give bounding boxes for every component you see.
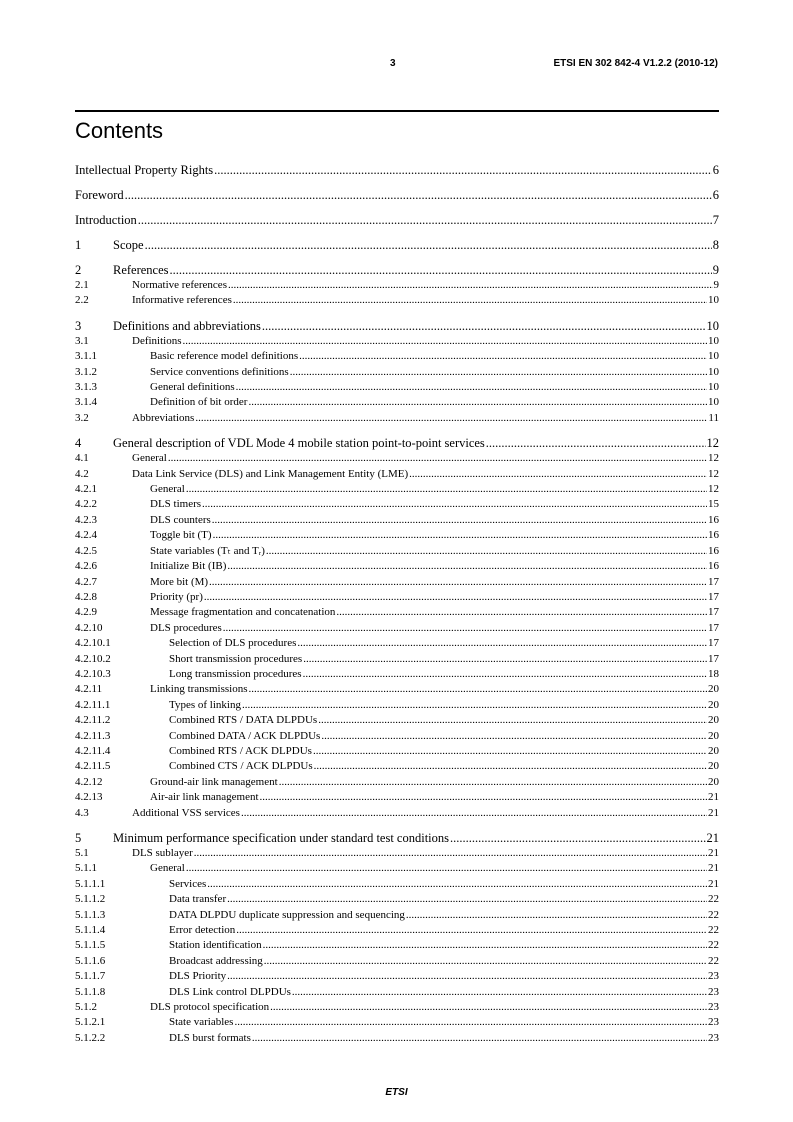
toc-dot-leader: [303, 652, 707, 667]
toc-dot-leader: [409, 467, 707, 482]
toc-entry-label: More bit (M): [150, 575, 209, 588]
toc-entry-number: 4.2.10.2: [75, 652, 111, 665]
toc-entry[interactable]: [75, 187, 719, 203]
toc-entry-number: 4.2.10: [75, 621, 103, 634]
toc-entry-page: 17: [708, 652, 719, 665]
toc-entry-label: Informative references: [132, 294, 232, 307]
toc-entry[interactable]: [75, 636, 719, 651]
toc-dot-leader: [248, 395, 707, 410]
toc-entry-label: Combined RTS / DATA DLPDUs: [169, 714, 318, 727]
toc-entry[interactable]: [75, 861, 719, 876]
toc-entry-label: Air-air link management: [150, 791, 259, 804]
toc-entry-page: 10: [706, 318, 719, 333]
toc-dot-leader: [202, 497, 707, 512]
toc-entry[interactable]: [75, 892, 719, 907]
toc-entry[interactable]: [75, 846, 719, 861]
toc-entry-number: 4.2.1: [75, 483, 97, 496]
header-rule: [75, 110, 719, 112]
toc-entry-page: 16: [708, 560, 719, 573]
toc-entry-label: State variables (Tₜ and Tᵣ): [150, 544, 265, 557]
toc-entry-label: DLS timers: [150, 498, 202, 511]
toc-entry[interactable]: [75, 380, 719, 395]
page-number: 3: [390, 58, 396, 69]
toc-entry-label: Minimum performance specification under standard test conditions: [113, 831, 450, 845]
toc-entry[interactable]: [75, 365, 719, 380]
toc-entry-label: Error detection: [169, 924, 236, 937]
toc-entry-label: Broadcast addressing: [169, 954, 263, 967]
toc-entry-number: 4.2.9: [75, 606, 97, 619]
toc-dot-leader: [263, 938, 707, 953]
toc-dot-leader: [209, 575, 707, 590]
toc-entry-page: 8: [712, 238, 719, 252]
toc-entry-page: 20: [708, 698, 719, 711]
toc-entry-number: 4.2.4: [75, 529, 97, 542]
toc-entry-number: 4.2.11.5: [75, 760, 111, 773]
toc-dot-leader: [227, 559, 707, 574]
toc-entry[interactable]: [75, 985, 719, 1000]
toc-entry-label: General: [150, 483, 185, 496]
toc-entry-label: Priority (pr): [150, 590, 203, 603]
toc-entry-label: General: [132, 452, 167, 465]
toc-entry[interactable]: [75, 830, 719, 846]
toc-entry-label: Linking transmissions: [150, 683, 248, 696]
toc-entry[interactable]: [75, 698, 719, 713]
toc-entry-page: 21: [708, 806, 719, 819]
toc-entry-page: 22: [708, 893, 719, 906]
toc-entry-number: 3.1.4: [75, 396, 97, 409]
toc-dot-leader: [242, 698, 707, 713]
document-id: ETSI EN 302 842-4 V1.2.2 (2010-12): [553, 58, 718, 69]
toc-entry-page: 22: [708, 939, 719, 952]
toc-dot-leader: [270, 1000, 707, 1015]
toc-entry-page: 16: [708, 513, 719, 526]
toc-entry-label: Long transmission procedures: [169, 667, 302, 680]
toc-dot-leader: [266, 544, 707, 559]
toc-entry[interactable]: [75, 278, 719, 293]
toc-entry-label: Additional VSS services: [132, 806, 240, 819]
toc-entry-page: 9: [712, 263, 719, 277]
toc-entry[interactable]: [75, 923, 719, 938]
toc-entry-number: 4.2.11.1: [75, 698, 111, 711]
toc-entry-label: Scope: [113, 238, 144, 252]
toc-entry[interactable]: [75, 435, 719, 451]
toc-entry-number: 4.2.11: [75, 683, 103, 696]
toc-entry-label: Foreword: [75, 188, 124, 202]
toc-entry[interactable]: [75, 790, 719, 805]
toc-dot-leader: [125, 187, 712, 203]
toc-dot-leader: [183, 334, 708, 349]
toc-dot-leader: [236, 923, 707, 938]
toc-entry-page: 22: [708, 924, 719, 937]
toc-entry-label: Combined RTS / ACK DLPDUs: [169, 744, 312, 757]
toc-dot-leader: [170, 262, 712, 278]
toc-dot-leader: [336, 605, 707, 620]
toc-entry-label: Data Link Service (DLS) and Link Management Entity (LME): [132, 467, 409, 480]
toc-entry-page: 23: [708, 1031, 719, 1044]
toc-entry-label: DLS protocol specification: [150, 1001, 270, 1014]
toc-entry-label: General: [150, 862, 185, 875]
toc-dot-leader: [318, 713, 707, 728]
toc-entry-page: 20: [708, 744, 719, 757]
toc-dot-leader: [279, 775, 707, 790]
toc-entry-label: Station identification: [169, 939, 262, 952]
toc-dot-leader: [406, 908, 707, 923]
toc-entry-label: DLS burst formats: [169, 1031, 251, 1044]
toc-entry-label: Definition of bit order: [150, 396, 248, 409]
toc-entry-label: State variables: [169, 1016, 234, 1029]
toc-entry-number: 3.1.1: [75, 350, 97, 363]
toc-entry[interactable]: [75, 652, 719, 667]
toc-entry-number: 4.2.3: [75, 513, 97, 526]
toc-entry-number: 5.1.1.5: [75, 939, 106, 952]
toc-entry-label: Short transmission procedures: [169, 652, 303, 665]
toc-entry-page: 23: [708, 985, 719, 998]
toc-entry-page: 15: [708, 498, 719, 511]
toc-dot-leader: [207, 877, 707, 892]
toc-dot-leader: [262, 318, 706, 334]
toc-entry-label: DLS Priority: [169, 970, 227, 983]
toc-dot-leader: [290, 365, 707, 380]
toc-entry-number: 5.1.1.4: [75, 924, 106, 937]
toc-entry-number: 4.2.8: [75, 590, 97, 603]
toc-entry-page: 21: [706, 831, 719, 845]
toc-dot-leader: [260, 790, 707, 805]
toc-entry-number: 5.1.2: [75, 1001, 97, 1014]
table-of-contents: [75, 162, 719, 1046]
toc-entry-number: 5.1.1.3: [75, 908, 106, 921]
toc-dot-leader: [486, 435, 706, 451]
toc-entry-page: 10: [708, 350, 719, 363]
toc-entry[interactable]: [75, 1031, 719, 1046]
toc-entry[interactable]: [75, 775, 719, 790]
toc-entry-number: 5: [75, 831, 82, 845]
toc-entry[interactable]: [75, 349, 719, 364]
toc-entry-page: 10: [708, 334, 719, 347]
toc-dot-leader: [168, 451, 707, 466]
toc-entry-label: Normative references: [132, 279, 227, 291]
toc-entry-label: Basic reference model definitions: [150, 350, 299, 363]
toc-entry[interactable]: [75, 575, 719, 590]
toc-entry-number: 5.1.2.1: [75, 1016, 106, 1029]
toc-entry-page: 22: [708, 908, 719, 921]
toc-dot-leader: [145, 237, 712, 253]
toc-entry-page: 20: [708, 729, 719, 742]
toc-dot-leader: [314, 759, 707, 774]
toc-dot-leader: [194, 846, 707, 861]
toc-entry-label: Introduction: [75, 213, 137, 227]
toc-dot-leader: [234, 1015, 707, 1030]
toc-entry-label: Combined CTS / ACK DLPDUs: [169, 760, 313, 773]
toc-entry[interactable]: [75, 334, 719, 349]
toc-entry-number: 4.2.11.3: [75, 729, 111, 742]
footer-etsi: ETSI: [385, 1087, 408, 1098]
toc-entry-label: Services: [169, 877, 207, 890]
toc-entry-page: 9: [713, 279, 719, 291]
toc-entry[interactable]: [75, 667, 719, 682]
toc-entry-number: 5.1.1.2: [75, 893, 106, 906]
toc-entry[interactable]: [75, 759, 719, 774]
toc-dot-leader: [138, 212, 712, 228]
toc-entry-label: Ground-air link management: [150, 775, 278, 788]
toc-dot-leader: [195, 411, 707, 426]
toc-entry-number: 4: [75, 436, 82, 451]
toc-entry-number: 4.2.13: [75, 791, 103, 804]
toc-entry[interactable]: [75, 744, 719, 759]
toc-entry-number: 5.1.1.6: [75, 954, 106, 967]
toc-entry-number: 5.1.1.8: [75, 985, 106, 998]
toc-entry-label: Data transfer: [169, 893, 227, 906]
toc-entry-number: 4.2.2: [75, 498, 97, 511]
toc-entry-number: 4.2.10.3: [75, 667, 111, 680]
toc-entry[interactable]: [75, 806, 719, 821]
toc-entry-number: 5.1.1.1: [75, 877, 106, 890]
toc-entry[interactable]: [75, 969, 719, 984]
toc-entry[interactable]: [75, 605, 719, 620]
toc-entry[interactable]: [75, 528, 719, 543]
toc-entry-page: 17: [708, 637, 719, 650]
toc-entry-page: 21: [708, 791, 719, 804]
toc-entry[interactable]: [75, 411, 719, 426]
toc-entry-number: 4.2: [75, 467, 89, 480]
toc-dot-leader: [186, 861, 707, 876]
toc-entry-page: 17: [708, 606, 719, 619]
toc-entry-label: DLS sublayer: [132, 847, 193, 859]
toc-dot-leader: [212, 513, 707, 528]
toc-entry-number: 2.2: [75, 294, 89, 307]
toc-dot-leader: [313, 744, 707, 759]
toc-entry-label: DLS procedures: [150, 621, 222, 634]
toc-dot-leader: [233, 293, 707, 308]
toc-dot-leader: [297, 636, 707, 651]
toc-entry-label: Combined DATA / ACK DLPDUs: [169, 729, 321, 742]
toc-entry-number: 5.1: [75, 847, 89, 859]
toc-dot-leader: [248, 682, 707, 697]
toc-entry[interactable]: [75, 513, 719, 528]
toc-entry-label: General definitions: [150, 381, 235, 394]
toc-entry[interactable]: [75, 467, 719, 482]
toc-entry-label: Toggle bit (T): [150, 529, 212, 542]
toc-entry-number: 4.2.12: [75, 775, 103, 788]
toc-dot-leader: [321, 729, 707, 744]
toc-entry-page: 23: [708, 1001, 719, 1014]
toc-entry[interactable]: [75, 293, 719, 308]
toc-entry[interactable]: [75, 1000, 719, 1015]
toc-entry[interactable]: [75, 318, 719, 334]
toc-entry-page: 20: [708, 760, 719, 773]
toc-entry-number: 5.1.2.2: [75, 1031, 106, 1044]
toc-entry-number: 2: [75, 263, 82, 277]
toc-entry-number: 3.1.2: [75, 365, 97, 378]
toc-entry-label: Intellectual Property Rights: [75, 163, 214, 177]
toc-entry-page: 17: [708, 590, 719, 603]
toc-entry-page: 10: [708, 396, 719, 409]
toc-entry[interactable]: [75, 237, 719, 253]
page-title: Contents: [75, 118, 164, 143]
toc-entry-page: 12: [706, 436, 719, 451]
toc-entry[interactable]: [75, 954, 719, 969]
toc-entry[interactable]: [75, 590, 719, 605]
toc-entry-page: 12: [708, 483, 719, 496]
toc-entry-page: 17: [708, 621, 719, 634]
toc-entry-number: 3.1.3: [75, 381, 97, 394]
toc-entry-page: 12: [708, 452, 719, 465]
toc-entry-page: 21: [708, 877, 719, 890]
toc-entry-page: 6: [712, 163, 719, 177]
toc-entry-label: Initialize Bit (IB): [150, 560, 227, 573]
toc-entry[interactable]: [75, 682, 719, 697]
toc-entry-page: 21: [708, 847, 719, 859]
toc-entry[interactable]: [75, 938, 719, 953]
toc-entry-page: 12: [708, 467, 719, 480]
toc-entry[interactable]: [75, 729, 719, 744]
toc-entry-number: 3.2: [75, 411, 89, 424]
toc-entry-label: Selection of DLS procedures: [169, 637, 297, 650]
toc-entry[interactable]: [75, 877, 719, 892]
toc-entry-number: 5.1.1.7: [75, 970, 106, 983]
toc-entry[interactable]: [75, 162, 719, 178]
toc-entry[interactable]: [75, 395, 719, 410]
toc-entry-page: 16: [708, 544, 719, 557]
toc-entry[interactable]: [75, 621, 719, 636]
toc-dot-leader: [213, 528, 707, 543]
toc-dot-leader: [303, 667, 707, 682]
toc-dot-leader: [299, 349, 707, 364]
toc-entry-label: Service conventions definitions: [150, 365, 289, 378]
toc-entry-page: 22: [708, 954, 719, 967]
toc-entry-page: 7: [712, 213, 719, 227]
toc-entry-label: General description of VDL Mode 4 mobile station point-to-point services: [113, 436, 485, 451]
toc-entry-label: Definitions and abbreviations: [113, 318, 261, 333]
toc-dot-leader: [223, 621, 707, 636]
toc-entry-label: DATA DLPDU duplicate suppression and sequencing: [169, 908, 405, 921]
toc-dot-leader: [264, 954, 707, 969]
toc-entry-number: 1: [75, 238, 82, 252]
toc-entry-number: 4.3: [75, 806, 89, 819]
toc-entry-page: 20: [708, 775, 719, 788]
toc-entry-page: 23: [708, 970, 719, 983]
toc-entry-page: 20: [708, 683, 719, 696]
toc-entry[interactable]: [75, 212, 719, 228]
toc-entry[interactable]: [75, 544, 719, 559]
toc-entry[interactable]: [75, 908, 719, 923]
toc-entry-page: 17: [708, 575, 719, 588]
toc-entry-page: 18: [708, 667, 719, 680]
toc-dot-leader: [292, 985, 707, 1000]
toc-entry-number: 4.2.11.4: [75, 744, 111, 757]
toc-entry-page: 6: [712, 188, 719, 202]
toc-entry-number: 5.1.1: [75, 862, 97, 875]
toc-entry-page: 10: [708, 294, 719, 307]
toc-entry-number: 4.2.11.2: [75, 714, 111, 727]
toc-dot-leader: [228, 278, 713, 293]
toc-entry-label: References: [113, 263, 169, 277]
toc-entry-page: 11: [708, 411, 719, 424]
toc-entry-number: 4.2.7: [75, 575, 97, 588]
toc-entry-number: 2.1: [75, 279, 89, 291]
toc-entry-page: 10: [708, 365, 719, 378]
toc-entry[interactable]: [75, 713, 719, 728]
toc-entry-label: DLS counters: [150, 513, 211, 526]
toc-entry[interactable]: [75, 1015, 719, 1030]
toc-entry[interactable]: [75, 451, 719, 466]
toc-entry-label: Types of linking: [169, 698, 241, 711]
toc-entry-label: DLS Link control DLPDUs: [169, 985, 291, 998]
toc-entry[interactable]: [75, 262, 719, 278]
toc-entry-label: Message fragmentation and concatenation: [150, 606, 336, 619]
toc-entry-number: 4.2.5: [75, 544, 97, 557]
toc-entry[interactable]: [75, 497, 719, 512]
toc-entry[interactable]: [75, 482, 719, 497]
toc-entry-label: Abbreviations: [132, 411, 195, 424]
toc-entry-number: 4.2.6: [75, 560, 97, 573]
toc-entry-page: 23: [708, 1016, 719, 1029]
toc-dot-leader: [186, 482, 707, 497]
toc-entry-page: 10: [708, 381, 719, 394]
toc-dot-leader: [252, 1031, 707, 1046]
toc-dot-leader: [214, 162, 712, 178]
toc-entry-page: 21: [708, 862, 719, 875]
toc-entry-label: Definitions: [132, 334, 182, 347]
toc-entry-number: 3.1: [75, 334, 89, 347]
toc-dot-leader: [204, 590, 707, 605]
toc-dot-leader: [227, 969, 707, 984]
toc-entry-page: 20: [708, 714, 719, 727]
toc-entry-number: 3: [75, 318, 82, 333]
toc-dot-leader: [236, 380, 707, 395]
toc-entry[interactable]: [75, 559, 719, 574]
toc-entry-number: 4.2.10.1: [75, 637, 111, 650]
toc-dot-leader: [450, 830, 705, 846]
toc-entry-number: 4.1: [75, 452, 89, 465]
toc-dot-leader: [241, 806, 707, 821]
toc-dot-leader: [227, 892, 707, 907]
toc-entry-page: 16: [708, 529, 719, 542]
